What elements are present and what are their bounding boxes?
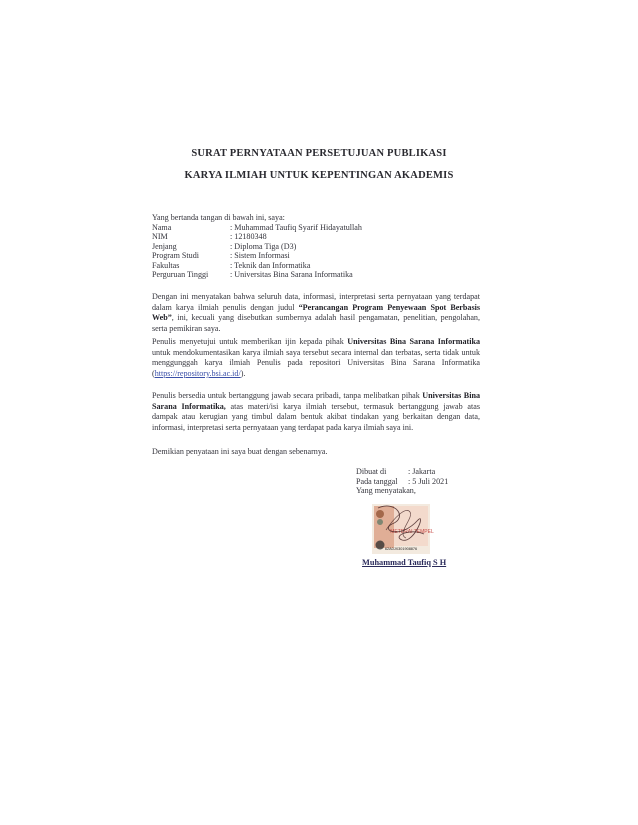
paragraph-closing: Demikian penyataan ini saya buat dengan sebenarnya. [152,447,328,456]
field-value: : 12180348 [230,232,267,242]
field-label: Program Studi [152,251,199,261]
date-label: Pada tanggal [356,476,398,486]
field-nim [152,232,362,241]
field-value: : Sistem Informasi [230,251,290,261]
document-title: SURAT PERNYATAAN PERSETUJUAN PUBLIKASI [191,148,447,159]
paragraph-text: Penulis bersedia untuk bertanggung jawab secara pribadi, tanpa melibatkan pihak [152,391,423,400]
field-nama [152,223,362,232]
paragraph-text: , ini, kecuali yang disebutkan sumbernya adalah hasil pengamatan, penelitian, pengolahan, serta pemikiran saya. [152,313,480,333]
field-value: : Diploma Tiga (D3) [230,241,297,251]
field-program-studi [152,251,362,260]
university-name: Universitas Bina Sarana Informatika [347,337,481,346]
field-fakultas [152,261,362,270]
signature-stated: Yang menyatakan, [356,486,416,496]
repository-link[interactable]: https://repository.bsi.ac.id/ [154,368,241,378]
stamp-code: 62A0JX301908876 [384,547,418,551]
field-perguruan-tinggi [152,270,362,279]
signature-date-row [356,477,448,487]
signature-place-row [356,467,448,477]
place-label: Dibuat di [356,467,387,476]
field-label: Fakultas [152,260,180,270]
paragraph-declaration [152,292,480,334]
stamp-and-signature [366,500,450,560]
paragraph-text: Dengan ini menyatakan bahwa seluruh data, informasi, interpretasi serta pernyataan yang terdapat dalam karya ilmiah penulis dengan judul [152,292,480,312]
revenue-stamp-image [366,500,450,560]
field-value: : Teknik dan Informatika [230,260,311,270]
identity-table [152,223,362,279]
date-value: : 5 Juli 2021 [408,476,449,486]
field-jenjang [152,242,362,251]
stamp-label: METERAI TEMPEL [390,529,434,535]
field-label: Jenjang [152,241,177,251]
place-value: : Jakarta [408,467,436,476]
paragraph-permission [152,337,480,379]
field-value: : Muhammad Taufiq Syarif Hidayatullah [230,223,362,232]
signer-name: Muhammad Taufiq S H [362,558,447,567]
field-label: Perguruan Tinggi [152,270,209,280]
field-value: : Universitas Bina Sarana Informatika [230,270,353,280]
intro-text: Yang bertanda tangan di bawah ini, saya: [152,213,285,222]
field-label: NIM [152,232,168,242]
paragraph-text: untuk mendokumentasikan karya ilmiah saya tersebut secara internal dan terbatas, serta tidak untuk menggunggah karya ilmiah Penulis pada repositori Universitas Bina Sarana Informatika ( [152,347,480,378]
paragraph-text: ). [240,368,246,378]
paragraph-text: Penulis menyetujui untuk memberikan ijin kepada pihak [152,337,348,346]
paragraph-responsibility [152,391,480,433]
university-name: Universitas Bina Sarana Informatika, [152,391,480,411]
paragraph-text: atas materi/isi karya ilmiah tersebut, termasuk bertanggung jawab atas dampak atau kerugian yang timbul dalam bentuk akibat tindakan yang berkaitan dengan data, informasi, interpretasi serta pernyataan yang terdapat pada karya ilmiah saya ini. [152,401,480,432]
field-label: Nama [152,223,172,232]
thesis-title: “Perancangan Program Penyewaan Spot Berbasis Web” [152,302,480,323]
document-subtitle: KARYA ILMIAH UNTUK KEPENTINGAN AKADEMIS [184,170,454,181]
signature-details [356,467,448,496]
